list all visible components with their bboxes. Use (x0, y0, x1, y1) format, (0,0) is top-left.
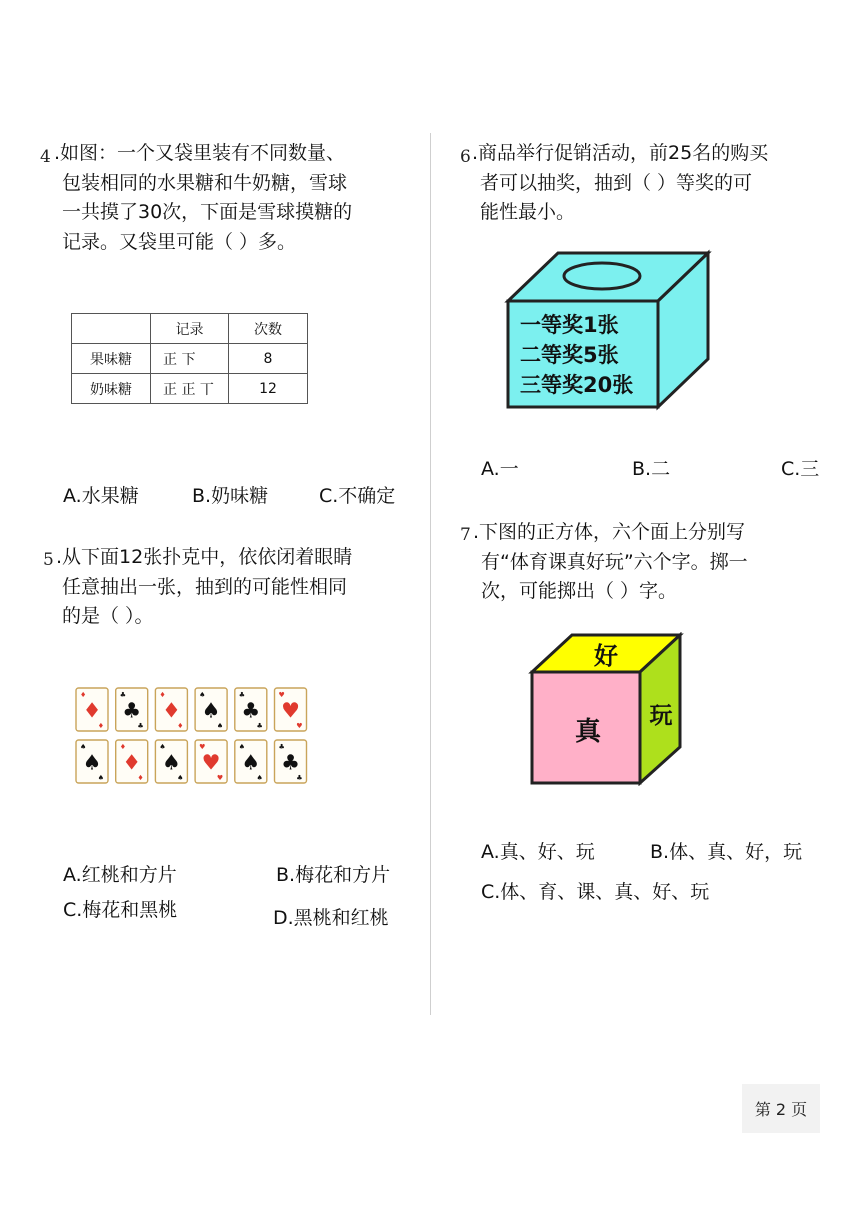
table-header: 记录 (151, 314, 229, 344)
q5-option-a[interactable]: A.红桃和方片 (63, 864, 177, 886)
q5-number: 5 (43, 550, 54, 570)
svg-text:♦: ♦ (80, 691, 87, 699)
q4-text (54, 139, 353, 257)
cube-top-char: 好 (594, 642, 618, 670)
svg-text:♠: ♠ (177, 774, 184, 782)
diamond-suit-icon: ♦ (122, 750, 142, 775)
playing-card-club (275, 740, 307, 783)
table-cell: 12 (229, 374, 308, 404)
q7-line: .下图的正方体，六个面上分别写 (473, 521, 746, 543)
svg-text:♥: ♥ (296, 722, 303, 730)
svg-text:♦: ♦ (119, 743, 126, 751)
playing-card-club (235, 688, 267, 731)
svg-text:♣: ♣ (296, 774, 303, 782)
q4-line: .如图：一个又袋里装有不同数量、 (54, 142, 346, 164)
playing-card-heart (195, 740, 227, 783)
q5-option-c[interactable]: C.梅花和黑桃 (63, 899, 178, 921)
table-row (72, 374, 308, 404)
svg-text:♠: ♠ (97, 774, 104, 782)
svg-text:♦: ♦ (137, 774, 144, 782)
cube-side-char: 玩 (649, 703, 673, 729)
box-line-1: 一等奖1张 (520, 313, 619, 337)
svg-text:♠: ♠ (216, 722, 224, 730)
svg-text:♣: ♣ (137, 722, 144, 730)
q6-line: 能性最小。 (480, 201, 576, 223)
club-suit-icon: ♣ (122, 698, 142, 723)
q6-line: .商品举行促销活动，前25名的购买 (472, 142, 769, 164)
heart-suit-icon: ♥ (201, 750, 221, 775)
playing-card-spade (235, 740, 267, 783)
svg-text:♠: ♠ (80, 743, 87, 751)
q5-line: 任意抽出一张，抽到的可能性相同 (62, 575, 348, 598)
table-header (72, 314, 151, 344)
spade-suit-icon: ♠ (82, 750, 102, 775)
svg-text:♥: ♥ (216, 774, 224, 782)
q7-number: 7 (460, 525, 471, 545)
q7-line: 有“体育课真好玩”六个字。掷一 (481, 550, 748, 573)
box-hole (564, 263, 640, 289)
heart-suit-icon: ♥ (281, 698, 300, 723)
poker-cards-image (74, 686, 310, 788)
q4-option-b[interactable]: B.奶味糖 (192, 485, 269, 507)
svg-text:♠: ♠ (238, 743, 246, 751)
q7-option-c[interactable]: C.体、育、课、真、好、玩 (481, 881, 710, 903)
q7-option-a[interactable]: A.真、好、玩 (481, 841, 595, 863)
lottery-box-image (504, 249, 714, 411)
q5-line: .从下面12张扑克中，依依闭着眼睛 (56, 546, 353, 568)
box-line-3: 三等奖20张 (520, 373, 634, 397)
q4-number: 4 (40, 147, 51, 167)
q5-option-b[interactable]: B.梅花和方片 (276, 864, 391, 886)
svg-text:♣: ♣ (119, 691, 126, 699)
column-divider (430, 133, 431, 1015)
playing-card-club (116, 688, 148, 731)
spade-suit-icon: ♠ (201, 698, 221, 723)
svg-text:♦: ♦ (97, 722, 104, 730)
playing-card-spade (195, 688, 227, 731)
playing-card-heart (275, 688, 307, 731)
svg-text:♠: ♠ (256, 774, 263, 782)
q4-line: 记录。又袋里可能（ ）多。 (62, 230, 297, 253)
table-cell: 奶味糖 (72, 374, 151, 404)
q5-line: 的是（ ）。 (62, 605, 154, 627)
q6-text (472, 139, 769, 228)
svg-text:♣: ♣ (238, 691, 246, 699)
q7-option-b[interactable]: B.体、真、好，玩 (650, 841, 803, 863)
dice-cube-image (528, 632, 684, 786)
playing-card-diamond (155, 688, 187, 731)
page-number: 第 2 页 (742, 1084, 820, 1133)
q7-line: 次，可能掷出（ ）字。 (481, 580, 678, 602)
svg-text:♦: ♦ (159, 691, 166, 699)
diamond-suit-icon: ♦ (161, 698, 181, 723)
svg-text:♣: ♣ (256, 722, 263, 730)
playing-card-spade (76, 740, 108, 783)
q6-option-a[interactable]: A.一 (481, 458, 519, 480)
q5-option-d[interactable]: D.黑桃和红桃 (273, 907, 389, 929)
q4-option-c[interactable]: C.不确定 (319, 485, 396, 507)
playing-card-diamond (76, 688, 108, 731)
svg-text:♣: ♣ (278, 743, 285, 751)
q5-text (56, 543, 353, 632)
table-row (72, 344, 308, 374)
cube-front-char: 真 (574, 717, 602, 747)
playing-card-diamond (116, 740, 148, 783)
box-line-2: 二等奖5张 (520, 343, 619, 367)
table-cell: 正 下 (151, 344, 229, 374)
q6-line: 者可以抽奖，抽到（ ）等奖的可 (480, 171, 753, 194)
q7-text (473, 518, 748, 607)
spade-suit-icon: ♠ (161, 750, 181, 775)
table-cell: 果味糖 (72, 344, 151, 374)
q4-line: 包装相同的水果糖和牛奶糖，雪球 (62, 171, 348, 194)
diamond-suit-icon: ♦ (82, 698, 102, 723)
svg-text:♠: ♠ (199, 691, 206, 699)
q6-option-c[interactable]: C.三 (781, 458, 820, 480)
club-suit-icon: ♣ (281, 750, 300, 775)
svg-text:♠: ♠ (159, 743, 166, 751)
q4-option-a[interactable]: A.水果糖 (63, 485, 139, 507)
svg-text:♦: ♦ (177, 722, 184, 730)
q6-option-b[interactable]: B.二 (632, 458, 671, 480)
svg-text:♥: ♥ (278, 691, 285, 699)
table-cell: 正 正 丅 (151, 374, 229, 404)
club-suit-icon: ♣ (241, 698, 261, 723)
spade-suit-icon: ♠ (241, 750, 261, 775)
q4-line: 一共摸了30次，下面是雪球摸糖的 (62, 201, 353, 223)
playing-card-spade (155, 740, 187, 783)
q6-number: 6 (460, 147, 471, 167)
q4-record-table (71, 313, 308, 404)
svg-text:♥: ♥ (199, 743, 206, 751)
table-header: 次数 (229, 314, 308, 344)
table-cell: 8 (229, 344, 308, 374)
